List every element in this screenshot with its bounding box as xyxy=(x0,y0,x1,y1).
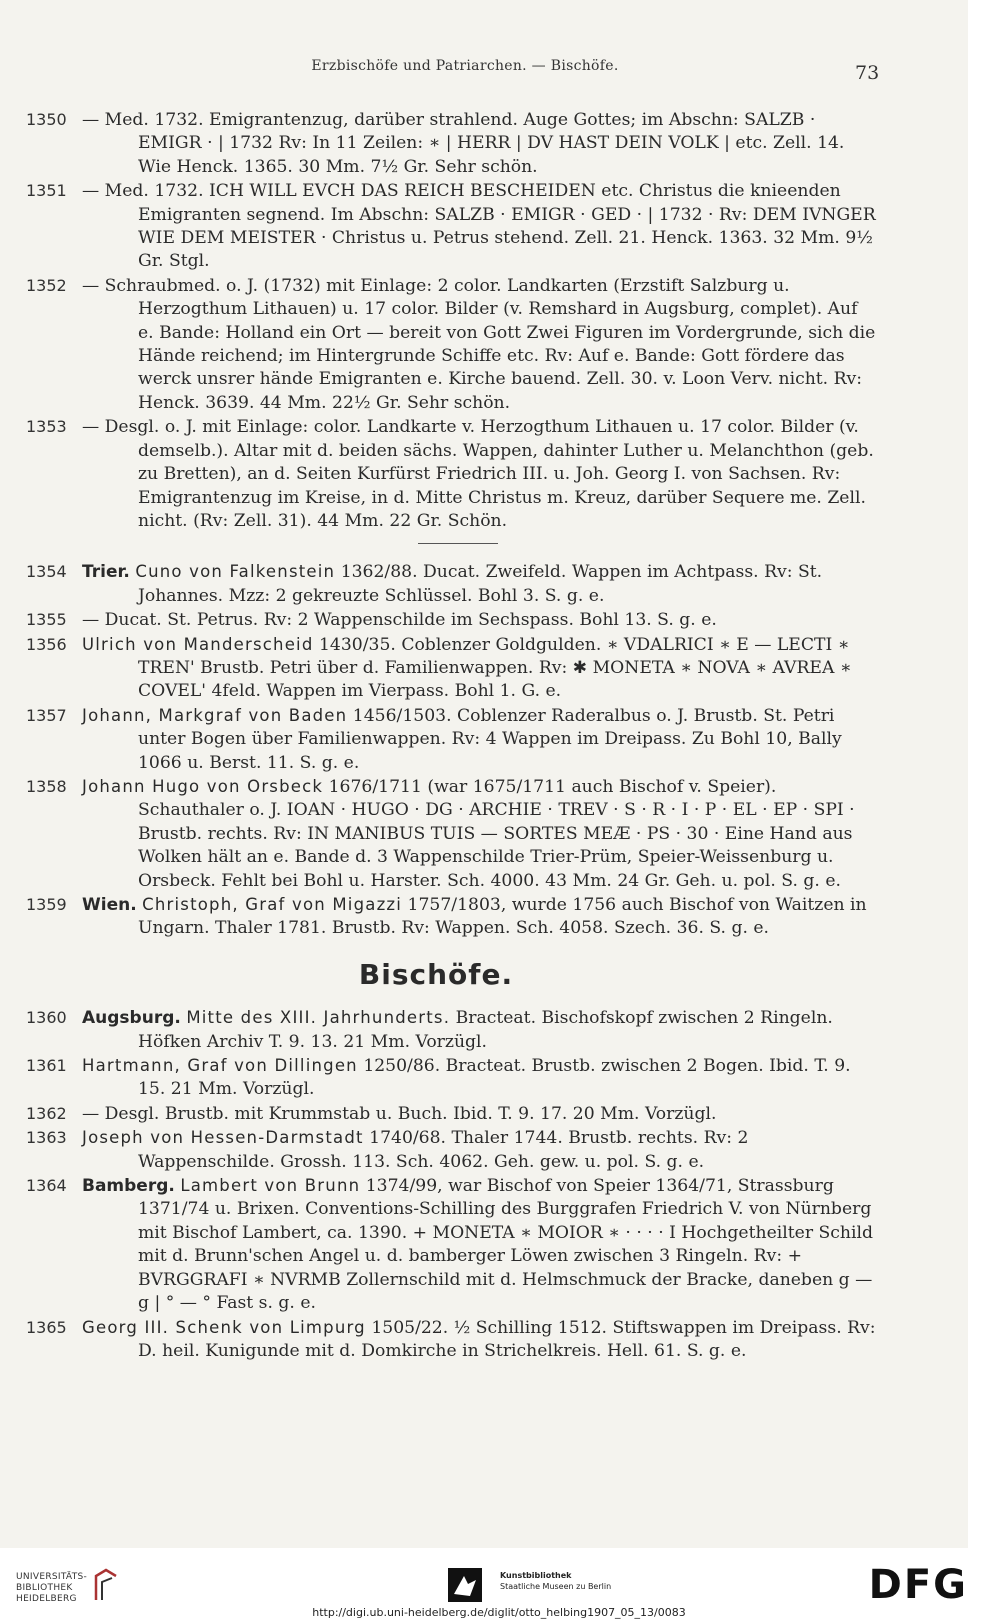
heidelberg-logo-icon xyxy=(92,1566,122,1604)
entry-place: Augsburg. xyxy=(82,1008,181,1029)
catalog-entry xyxy=(26,415,876,533)
entry-number: 1356 xyxy=(26,634,67,654)
catalog-entry xyxy=(26,704,876,775)
entry-ruler: Hartmann, Graf von Dillingen xyxy=(82,1056,358,1076)
entry-number: 1360 xyxy=(26,1008,67,1028)
catalog-entry xyxy=(26,1102,876,1126)
catalog-entry xyxy=(26,274,876,415)
entry-description: 1505/22. ½ Schilling 1512. Stiftswappen im Dreipass. Rv: D. heil. Kunigunde mit d. Domkirche in Strichelkreis. Hell. 61. S. g. e. xyxy=(138,1317,876,1361)
entry-description: — Schraubmed. o. J. (1732) mit Einlage: 2 color. Landkarten (Erzstift Salzburg u. Herzogthum Lithauen) u. 17 color. Bilder (v. Remshard in Augsburg, complet). Auf e. Bande: Holland ein Ort — bereit von Gott Zwei Figuren im Vordergrunde, sich die Hände reichend; im Hintergrunde Schiffe etc. Rv: Auf e. Bande: Gott fördere das werck unsrer hände Emigranten e. Kirche bauend. Zell. 30. v. Loon Verv. nicht. Rv: Henck. 3639. 44 Mm. 22½ Gr. Sehr schön. xyxy=(82,275,876,413)
catalog-entry xyxy=(26,608,876,632)
entry-number: 1350 xyxy=(26,110,67,129)
entry-number: 1361 xyxy=(26,1056,67,1076)
entry-description: — Med. 1732. ICH WILL EVCH DAS REICH BESCHEIDEN etc. Christus die knieenden Emigranten segnend. Im Abschn: SALZB · EMIGR · GED · | 1732 · Rv: DEM IVNGER WIE DEM MEISTER · Christus u. Petrus stehend. Zell. 21. Henck. 1363. 32 Mm. 9½ Gr. Stgl. xyxy=(82,181,876,272)
catalog-entry xyxy=(26,1126,876,1174)
entry-description: — Med. 1732. Emigrantenzug, darüber strahlend. Auge Gottes; im Abschn: SALZB · EMIGR · | 1732 Rv: In 11 Zeilen: ∗ | HERR | DV HAST DEIN VOLK | etc. Zell. 14. Wie Henck. 1365. 30 Mm. 7½ Gr. Sehr schön. xyxy=(82,110,845,177)
page-margin xyxy=(968,0,998,1548)
catalog-entry xyxy=(26,1006,876,1054)
section-title: Bischöfe. xyxy=(358,957,514,991)
kunstbibliothek-logo-icon xyxy=(448,1568,482,1602)
entry-number: 1359 xyxy=(26,895,67,914)
entry-description: 1362/88. Ducat. Zweifeld. Wappen im Achtpass. Rv: St. Johannes. Mzz: 2 gekreuzte Schlüssel. Bohl 3. S. g. e. xyxy=(138,562,823,606)
entry-number: 1365 xyxy=(26,1317,67,1337)
entry-number: 1351 xyxy=(26,181,67,201)
catalog-entry xyxy=(26,1316,876,1364)
entry-description: Bracteat. Bischofskopf zwischen 2 Ringeln. Höfken Archiv T. 9. 13. 21 Mm. Vorzügl. xyxy=(138,1008,833,1052)
entry-description: 1676/1711 (war 1675/1711 auch Bischof v. Speier). Schauthaler o. J. IOAN · HUGO · DG · ARCHIE · TREV · S · R · I · P · EL · EP · SPI · Brustb. rechts. Rv: IN MANIBUS TUIS — SORTES MEÆ · PS · 30 · Eine Hand aus Wolken hält an e. Bande d. 3 Wappenschilde Trier-Prüm, Speier-Weissenburg u. Orsbeck. Fehlt bei Bohl u. Harster. Sch. 4000. 43 Mm. 24 Gr. Geh. u. pol. S. g. e. xyxy=(138,776,855,891)
entry-place: Trier. xyxy=(82,562,130,583)
entry-number: 1355 xyxy=(26,610,67,630)
entry-list-bottom xyxy=(26,1006,876,1363)
entry-description: 1250/86. Bracteat. Brustb. zwischen 2 Bogen. Ibid. T. 9. 15. 21 Mm. Vorzügl. xyxy=(138,1056,851,1100)
entry-number: 1363 xyxy=(26,1128,67,1148)
entry-ruler: Johann, Markgraf von Baden xyxy=(82,705,348,725)
entry-number: 1353 xyxy=(26,417,67,437)
entry-number: 1357 xyxy=(26,705,67,725)
footer-bar xyxy=(0,1548,998,1624)
entry-number: 1354 xyxy=(26,562,67,582)
entry-ruler: Georg III. Schenk von Limpurg xyxy=(82,1317,366,1337)
catalog-entry xyxy=(26,108,876,179)
catalog-entry xyxy=(26,893,876,941)
entry-description: — Desgl. Brustb. mit Krummstab u. Buch. Ibid. T. 9. 17. 20 Mm. Vorzügl. xyxy=(82,1103,717,1124)
entry-number: 1358 xyxy=(26,776,67,796)
kb-title: Kunstbibliothek xyxy=(500,1571,572,1580)
entry-place: Wien. xyxy=(82,895,137,915)
entry-place: Bamberg. xyxy=(82,1176,175,1197)
catalog-entry xyxy=(26,1174,876,1315)
dfg-logo: DFG xyxy=(868,1562,968,1608)
catalog-entry xyxy=(26,633,876,704)
catalog-entry xyxy=(26,775,876,893)
entry-description: 1430/35. Coblenzer Goldgulden. ∗ VDALRICI ∗ E — LECTI ∗ TREN' Brustb. Petri über d. Familienwappen. Rv: ✱ MONETA ∗ NOVA ∗ AVREA ∗ COVEL' 4feld. Wappen im Vierpass. Bohl 1. G. e. xyxy=(138,634,852,702)
entry-list-top xyxy=(26,108,876,533)
catalog-content xyxy=(26,108,876,1363)
entry-description: — Ducat. St. Petrus. Rv: 2 Wappenschilde im Sechspass. Bohl 13. S. g. e. xyxy=(82,610,717,631)
catalog-entry xyxy=(26,1054,876,1102)
entry-ruler: Joseph von Hessen-Darmstadt xyxy=(82,1128,364,1148)
entry-number: 1352 xyxy=(26,275,67,295)
divider-rule xyxy=(418,543,498,544)
source-url-link[interactable]: http://digi.ub.uni-heidelberg.de/diglit/otto_helbing1907_05_13/0083 xyxy=(312,1606,686,1619)
entry-description: — Desgl. o. J. mit Einlage: color. Landkarte v. Herzogthum Lithauen u. 17 color. Bilder (v. demselb.). Altar mit d. beiden sächs. Wappen, dahinter Luther u. Melanchthon (geb. zu Bretten), an d. Seiten Kurfürst Friedrich III. u. Joh. Georg I. von Sachsen. Rv: Emigrantenzug im Kreise, in d. Mitte Christus m. Kreuz, darüber Sequere me. Zell. nicht. (Rv: Zell. 31). 44 Mm. 22 Gr. Schön. xyxy=(82,417,874,531)
entry-number: 1362 xyxy=(26,1103,67,1123)
running-head: Erzbischöfe und Patriarchen. — Bischöfe. xyxy=(311,58,619,74)
entry-description: 1757/1803, wurde 1756 auch Bischof von Waitzen in Ungarn. Thaler 1781. Brustb. Rv: Wappen. Sch. 4058. Szech. 36. S. g. e. xyxy=(138,895,867,939)
entry-description: 1740/68. Thaler 1744. Brustb. rechts. Rv: 2 Wappenschilde. Grossh. 113. Sch. 4062. Geh. gew. u. pol. S. g. e. xyxy=(138,1128,749,1172)
kunstbibliothek-label xyxy=(500,1570,611,1592)
entry-ruler: Johann Hugo von Orsbeck xyxy=(82,776,324,796)
entry-ruler: Christoph, Graf von Migazzi xyxy=(142,895,403,914)
kb-subtitle: Staatliche Museen zu Berlin xyxy=(500,1582,612,1591)
entry-description: 1456/1503. Coblenzer Raderalbus o. J. Brustb. St. Petri unter Bogen über Familienwappen. Rv: 4 Wappen im Dreipass. Zu Bohl 10, Bally 1066 u. Berst. 11. S. g. e. xyxy=(138,705,842,773)
entry-ruler: Ulrich von Manderscheid xyxy=(82,634,314,654)
entry-ruler: Cuno von Falkenstein xyxy=(135,562,336,582)
entry-ruler: Lambert von Brunn xyxy=(180,1176,361,1196)
university-library-label: UNIVERSITÄTS- BIBLIOTHEK HEIDELBERG xyxy=(16,1572,88,1604)
entry-ruler: Mitte des XIII. Jahrhunderts. xyxy=(186,1008,451,1028)
page-number: 73 xyxy=(855,62,880,84)
catalog-entry xyxy=(26,560,876,608)
catalog-entry xyxy=(26,179,876,274)
entry-number: 1364 xyxy=(26,1176,67,1196)
entry-list-middle xyxy=(26,560,876,941)
entry-description: 1374/99, war Bischof von Speier 1364/71, Strassburg 1371/74 u. Brixen. Conventions-Schilling des Burggrafen Friedrich V. von Nürnberg mit Bischof Lambert, ca. 1390. + MONETA ∗ MOIOR ∗ · · · · I Hochgetheilter Schild mit d. Brunn'schen Angel u. d. bamberger Löwen zwischen 3 Ringeln. Rv: + BVRGGRAFI ∗ NVRMB Zollernschild mit d. Helmschmuck der Bracke, daneben g — g | ° — ° Fast s. g. e. xyxy=(138,1176,873,1314)
